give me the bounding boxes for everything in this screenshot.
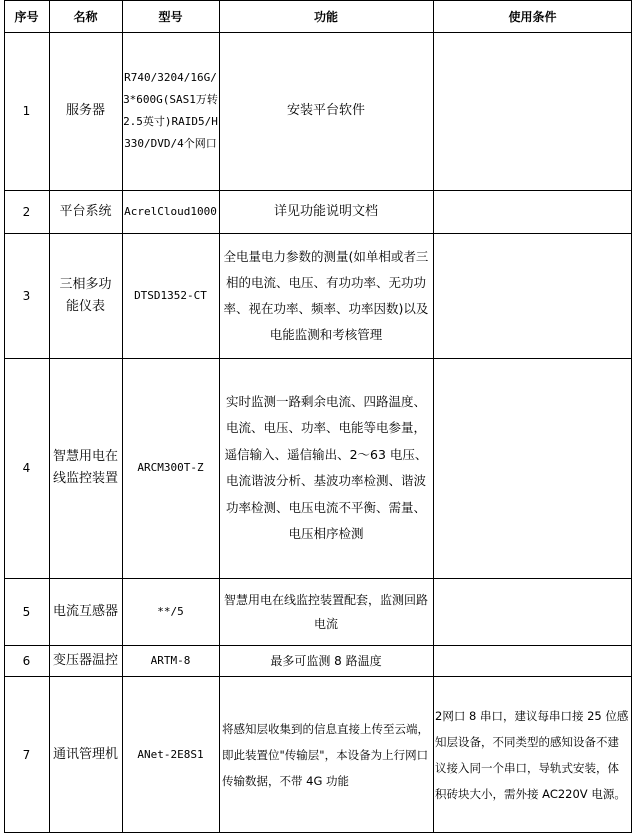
row-2-name: 平台系统 [59,203,112,219]
row-5-index: 5 [22,604,31,619]
header-function: 功能 [313,9,338,24]
row-6-name: 变压器温控 [52,652,118,668]
row-3-function: 全电量电力参数的测量(如单相或者三相的电流、电压、有功功率、无功功率、视在功率、频率、功率因数)以及电能监测和考核管理 [223,248,429,342]
grid-line [4,233,632,234]
grid-line [433,0,434,833]
row-4-conditions [433,358,632,578]
row-2-index: 2 [22,204,31,219]
grid-line [122,0,123,833]
row-7-conditions: 2网口 8 串口，建议每串口接 25 位感知层设备，不同类型的感知设备不建议接入同一个串口，导轨式安装，体积砖块大小，需外接 AC220V 电源。 [435,708,629,801]
grid-line [4,358,632,359]
row-5-conditions [433,578,632,645]
row-4-index: 4 [22,461,31,475]
row-3-model: DTSD1352-CT [134,288,207,302]
row-7-function: 将感知层收集到的信息直接上传至云端，即此装置位"传输层"，本设备为上行网口传输数据，不带 4G 功能 [222,721,429,788]
row-4-name: 智慧用电在线监控装置 [52,449,118,486]
grid-line [631,0,632,833]
header-conditions: 使用条件 [508,9,557,24]
row-7-model: ANet-2E8S1 [137,747,204,761]
equipment-table [4,0,632,833]
row-2-conditions [433,190,632,233]
grid-line [219,0,220,833]
grid-line [49,0,50,833]
row-6-model: ARTM-8 [150,653,191,667]
grid-line [4,578,632,579]
header-name: 名称 [73,9,98,24]
row-3-conditions [433,233,632,358]
row-4-function: 实时监测一路剩余电流、四路温度、电流、电压、功率、电能等电参量，遥信输入、遥信输出、2～63 电压、电流谐波分析、基波功率检测、谐波功率检测、电压电流不平衡、需量、电压相序检测 [224,393,428,541]
row-5-model: **/5 [157,604,184,618]
header-model: 型号 [158,9,183,24]
row-6-conditions [433,645,632,676]
row-6-index: 6 [22,653,31,668]
row-1-model: R740/3204/16G/3*600G(SAS1万转 2.5英寸)RAID5/H330/DVD/4个网口 [123,71,218,150]
row-2-function: 详见功能说明文档 [273,203,378,219]
grid-line [4,0,632,1]
grid-line [4,32,632,33]
row-7-name: 通讯管理机 [52,746,118,762]
row-1-function: 安装平台软件 [286,103,365,118]
row-1-index: 1 [22,104,31,118]
grid-line [4,190,632,191]
row-3-name: 三相多功能仪表 [59,276,112,314]
row-5-name: 电流互感器 [52,603,118,619]
row-6-function: 最多可监测 8 路温度 [270,653,382,668]
row-5-function: 智慧用电在线监控装置配套，监测回路电流 [223,592,428,631]
row-1-conditions [433,32,632,190]
header-index: 序号 [14,9,39,24]
row-2-model: AcrelCloud1000 [124,204,217,218]
grid-line [4,676,632,677]
row-3-index: 3 [22,288,31,303]
row-1-name: 服务器 [65,103,105,118]
row-7-index: 7 [22,747,31,762]
grid-line [4,832,632,833]
row-4-model: ARCM300T-Z [137,461,204,474]
grid-line [4,645,632,646]
grid-line [4,0,5,833]
